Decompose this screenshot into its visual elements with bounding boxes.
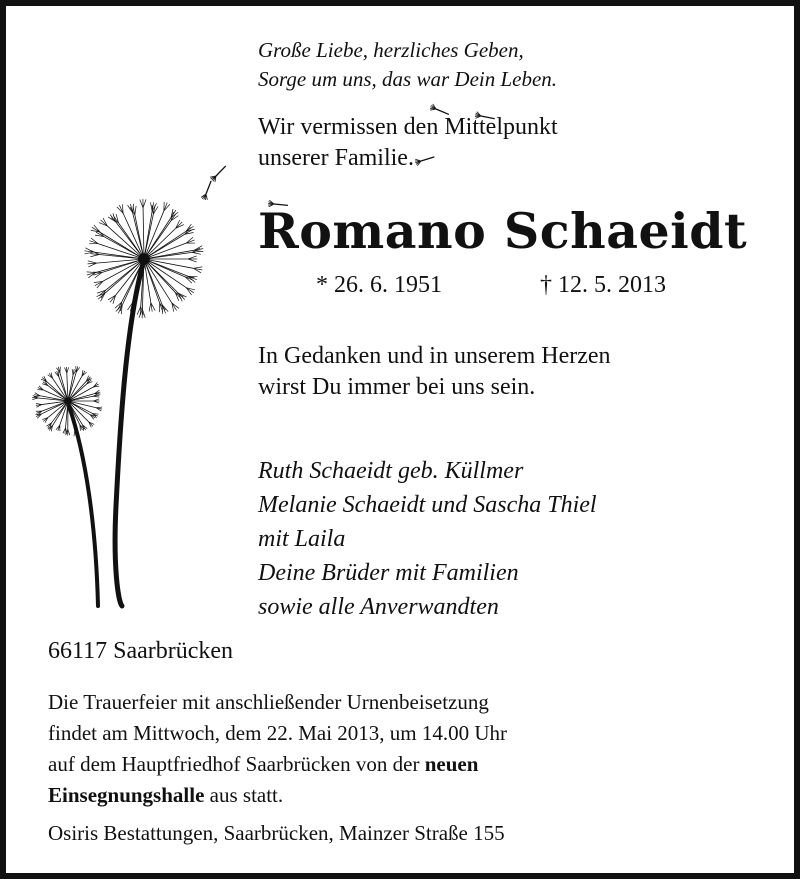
ceremony-line-1: Die Trauerfeier mit anschließender Urnenbeisetzung [48,690,489,714]
mourner-line: sowie alle Anverwandten [258,594,499,620]
seed-tuft [88,261,97,263]
verse-line-1: Große Liebe, herzliches Geben, [258,38,524,62]
verse [258,36,557,94]
seed-tuft [188,259,196,262]
seed-tuft [176,222,182,228]
seed-tuft [149,303,151,312]
mourner-line: Melanie Schaeidt und Sascha Thiel [258,492,597,518]
ceremony-emphasis: neuen [424,752,479,776]
seed-tuft [94,396,100,397]
seed-tuft [185,277,192,283]
flying-seed [216,166,226,176]
ceremony-line-4 [48,780,507,811]
seed-tuft [164,204,170,211]
mourners-list [258,454,597,624]
seed-tuft [98,293,105,299]
seed-tuft [117,207,123,213]
intro-line-1: Wir vermissen den Mittelpunkt [258,114,558,140]
seed-tuft [90,255,99,257]
seed-tuft [135,206,136,215]
seed-tuft [162,305,168,312]
small-dandelion-stem [69,406,98,606]
seed-tuft [101,220,108,226]
ceremony-info [48,687,507,811]
large-dandelion-stem [115,264,143,606]
seed-tuft [67,367,69,373]
seed-tuft [186,237,193,243]
death-date: † 12. 5. 2013 [540,272,666,298]
seed-tuft [151,202,153,211]
seed-stalk [144,252,192,259]
seed-tuft [74,430,75,436]
deceased-name: Romano Schaeidt [258,202,748,260]
mourner-line: Deine Brüder mit Familien [258,560,519,586]
seed-tuft [192,252,201,254]
seed-tuft [143,199,146,208]
seed-tuft [36,403,42,404]
ceremony-line-2: findet am Mittwoch, dem 22. Mai 2013, um 14.00 Uhr [48,721,508,745]
seed-stalk [47,381,68,401]
remembrance-line-2: wirst Du immer bei uns sein. [258,374,536,400]
small-dandelion-head [32,366,102,436]
mourner-line: mit Laila [258,526,346,552]
intro-line-2: unserer Familie. [258,145,414,171]
seed-tuft [186,240,194,243]
city: 66117 Saarbrücken [48,638,234,664]
birth-date: * 26. 6. 1951 [316,272,442,298]
seed-stalk [143,208,144,259]
large-dandelion-head [84,199,203,318]
seed-stalk [144,259,172,303]
verse-line-2: Sorge um uns, das war Dein Leben. [258,67,558,91]
ceremony-line-3 [48,749,507,780]
ceremony-line-3-text: auf dem Hauptfriedhof Saarbrücken von der [48,752,420,776]
seed-tuft [140,199,143,207]
undertaker: Osiris Bestattungen, Saarbrücken, Mainzer Straße 155 [48,821,505,845]
ceremony-hall: Einsegnungshalle [48,783,205,807]
seed-stalk [93,252,144,259]
seed-stalk [68,401,96,408]
seed-stalk [144,259,160,303]
ceremony-line-4-text: aus statt. [209,783,284,807]
mourner-line: Ruth Schaeidt geb. Küllmer [258,458,524,484]
seed-tuft [193,267,202,268]
flying-seed [206,181,211,194]
intro-text [258,112,558,174]
seed-tuft [188,256,196,259]
remembrance-line-1: In Gedanken und in unserem Herzen [258,343,611,369]
remembrance-text [258,341,611,403]
